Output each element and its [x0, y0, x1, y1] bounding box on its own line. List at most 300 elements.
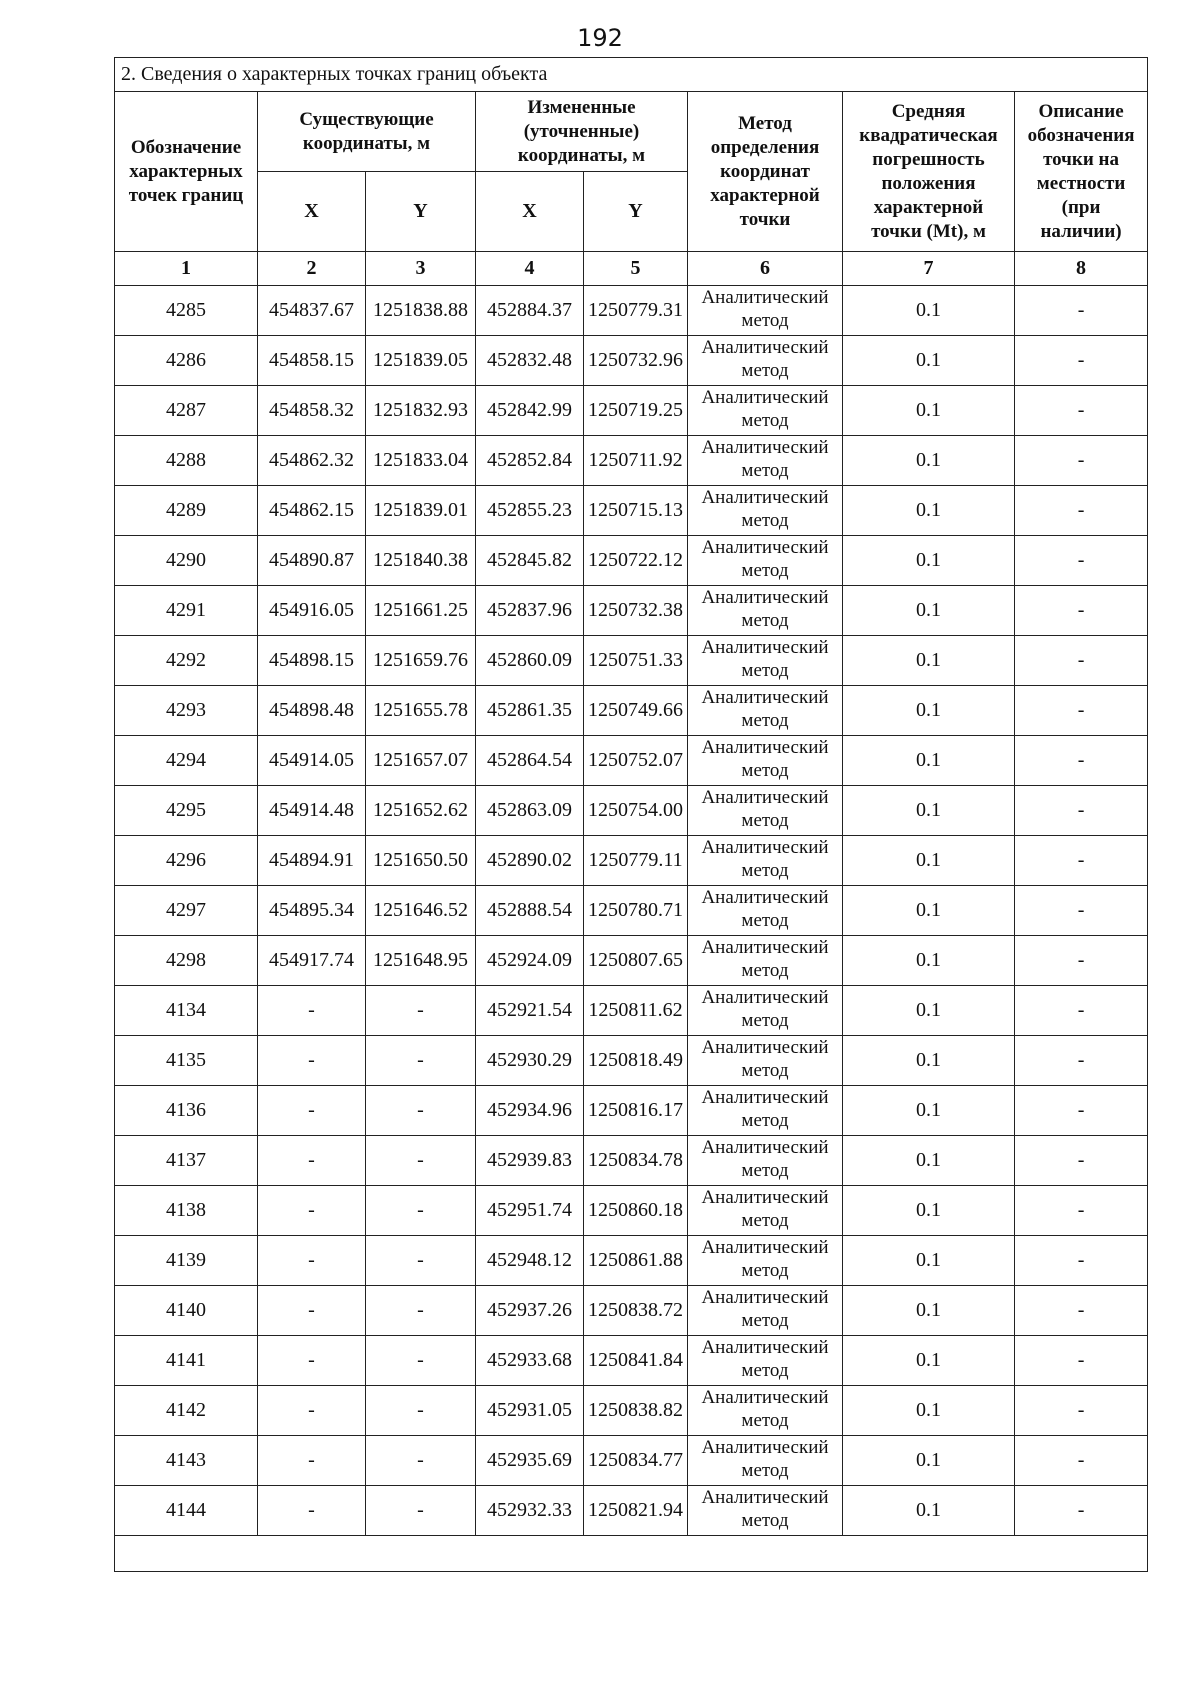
point-id-cell: 4136 — [115, 1086, 258, 1136]
table-row — [115, 336, 1148, 386]
description-cell: - — [1015, 486, 1148, 536]
changed-y-cell: 1250780.71 — [584, 886, 688, 936]
existing-y-cell: - — [366, 1386, 476, 1436]
method-text: Аналитический — [701, 1187, 829, 1208]
column-number-row — [115, 252, 1148, 286]
description-cell: - — [1015, 1486, 1148, 1536]
error-cell: 0.1 — [843, 1336, 1015, 1386]
changed-x-cell: 452951.74 — [476, 1186, 584, 1236]
existing-y-cell: 1251648.95 — [366, 936, 476, 986]
method-cell — [688, 686, 843, 736]
existing-x-cell: 454895.34 — [258, 886, 366, 936]
method-text: метод — [741, 1360, 789, 1381]
changed-y-cell: 1250779.11 — [584, 836, 688, 886]
changed-x-cell: 452930.29 — [476, 1036, 584, 1086]
changed-x-cell: 452932.33 — [476, 1486, 584, 1536]
existing-y-cell: 1251840.38 — [366, 536, 476, 586]
method-text: Аналитический — [701, 537, 829, 558]
existing-x-cell: - — [258, 986, 366, 1036]
method-cell — [688, 486, 843, 536]
point-id-cell: 4135 — [115, 1036, 258, 1086]
description-cell: - — [1015, 536, 1148, 586]
error-cell: 0.1 — [843, 736, 1015, 786]
method-text: Аналитический — [701, 287, 829, 308]
error-cell: 0.1 — [843, 486, 1015, 536]
method-text: Аналитический — [701, 837, 829, 858]
table-row — [115, 1486, 1148, 1536]
changed-x-cell: 452864.54 — [476, 736, 584, 786]
method-cell — [688, 736, 843, 786]
description-cell: - — [1015, 286, 1148, 336]
point-id-cell: 4137 — [115, 1136, 258, 1186]
description-cell: - — [1015, 1136, 1148, 1186]
changed-y-cell: 1250715.13 — [584, 486, 688, 536]
method-cell — [688, 1386, 843, 1436]
changed-y-cell: 1250754.00 — [584, 786, 688, 836]
table-row — [115, 836, 1148, 886]
table-row — [115, 1286, 1148, 1336]
changed-y-cell: 1250834.78 — [584, 1136, 688, 1186]
description-cell: - — [1015, 1336, 1148, 1386]
existing-x-cell: 454917.74 — [258, 936, 366, 986]
header-existing-x: X — [258, 172, 366, 252]
method-text: Аналитический — [701, 337, 829, 358]
description-cell: - — [1015, 1036, 1148, 1086]
existing-x-cell: 454894.91 — [258, 836, 366, 886]
description-cell: - — [1015, 686, 1148, 736]
method-text: метод — [741, 610, 789, 631]
point-id-cell: 4292 — [115, 636, 258, 686]
column-number: 2 — [258, 252, 366, 286]
method-text: метод — [741, 1510, 789, 1531]
description-cell: - — [1015, 886, 1148, 936]
error-cell: 0.1 — [843, 536, 1015, 586]
header-point-label — [115, 92, 258, 252]
error-cell: 0.1 — [843, 936, 1015, 986]
existing-x-cell: 454890.87 — [258, 536, 366, 586]
method-cell — [688, 1286, 843, 1336]
changed-x-cell: 452863.09 — [476, 786, 584, 836]
description-cell: - — [1015, 786, 1148, 836]
point-id-cell: 4293 — [115, 686, 258, 736]
method-text: Аналитический — [701, 587, 829, 608]
error-cell: 0.1 — [843, 686, 1015, 736]
existing-y-cell: - — [366, 1186, 476, 1236]
point-id-cell: 4287 — [115, 386, 258, 436]
existing-x-cell: - — [258, 1436, 366, 1486]
point-id-cell: 4142 — [115, 1386, 258, 1436]
header-description-line: местности — [1036, 172, 1126, 194]
description-cell: - — [1015, 1286, 1148, 1336]
existing-y-cell: 1251832.93 — [366, 386, 476, 436]
changed-x-cell: 452921.54 — [476, 986, 584, 1036]
column-number: 4 — [476, 252, 584, 286]
description-cell: - — [1015, 1236, 1148, 1286]
point-id-cell: 4143 — [115, 1436, 258, 1486]
point-id-cell: 4294 — [115, 736, 258, 786]
method-text: Аналитический — [701, 637, 829, 658]
error-cell: 0.1 — [843, 1436, 1015, 1486]
header-description-line: (при — [1061, 196, 1101, 218]
method-text: Аналитический — [701, 387, 829, 408]
table-row — [115, 1336, 1148, 1386]
description-cell: - — [1015, 1386, 1148, 1436]
method-text: Аналитический — [701, 437, 829, 458]
table-row — [115, 586, 1148, 636]
method-text: метод — [741, 360, 789, 381]
header-changed-line: координаты, м — [517, 144, 646, 166]
method-text: метод — [741, 1410, 789, 1431]
existing-y-cell: - — [366, 1436, 476, 1486]
method-text: метод — [741, 1160, 789, 1181]
method-text: Аналитический — [701, 1087, 829, 1108]
existing-y-cell: - — [366, 1236, 476, 1286]
header-existing-coords — [258, 92, 476, 172]
changed-y-cell: 1250816.17 — [584, 1086, 688, 1136]
method-cell — [688, 786, 843, 836]
existing-x-cell: 454862.15 — [258, 486, 366, 536]
column-number: 8 — [1015, 252, 1148, 286]
table-row — [115, 636, 1148, 686]
method-cell — [688, 886, 843, 936]
changed-y-cell: 1250807.65 — [584, 936, 688, 986]
point-id-cell: 4134 — [115, 986, 258, 1036]
table-row — [115, 1386, 1148, 1436]
changed-x-cell: 452845.82 — [476, 536, 584, 586]
header-method-line: Метод — [738, 112, 792, 134]
method-text: метод — [741, 510, 789, 531]
method-text: Аналитический — [701, 737, 829, 758]
method-text: метод — [741, 860, 789, 881]
existing-x-cell: - — [258, 1186, 366, 1236]
header-method-line: координат — [720, 160, 810, 182]
changed-y-cell: 1250722.12 — [584, 536, 688, 586]
method-text: Аналитический — [701, 1037, 829, 1058]
error-cell: 0.1 — [843, 286, 1015, 336]
method-cell — [688, 1436, 843, 1486]
changed-y-cell: 1250719.25 — [584, 386, 688, 436]
table-row — [115, 786, 1148, 836]
method-text: метод — [741, 810, 789, 831]
header-existing-line: Существующие — [299, 108, 434, 130]
method-text: метод — [741, 410, 789, 431]
method-text: Аналитический — [701, 487, 829, 508]
header-method-line: характерной — [710, 184, 820, 206]
header-error — [843, 92, 1015, 252]
point-id-cell: 4296 — [115, 836, 258, 886]
changed-y-cell: 1250841.84 — [584, 1336, 688, 1386]
changed-y-cell: 1250861.88 — [584, 1236, 688, 1286]
method-cell — [688, 436, 843, 486]
header-error-line: точки (Mt), м — [871, 220, 986, 242]
existing-y-cell: 1251661.25 — [366, 586, 476, 636]
changed-x-cell: 452884.37 — [476, 286, 584, 336]
point-id-cell: 4139 — [115, 1236, 258, 1286]
method-text: Аналитический — [701, 1437, 829, 1458]
point-id-cell: 4288 — [115, 436, 258, 486]
changed-x-cell: 452890.02 — [476, 836, 584, 886]
changed-y-cell: 1250860.18 — [584, 1186, 688, 1236]
error-cell: 0.1 — [843, 1286, 1015, 1336]
changed-y-cell: 1250838.72 — [584, 1286, 688, 1336]
method-text: метод — [741, 1060, 789, 1081]
method-text: метод — [741, 1310, 789, 1331]
changed-x-cell: 452935.69 — [476, 1436, 584, 1486]
header-changed-line: (уточненные) — [523, 120, 640, 142]
description-cell: - — [1015, 986, 1148, 1036]
method-text: Аналитический — [701, 1237, 829, 1258]
existing-x-cell: 454862.32 — [258, 436, 366, 486]
description-cell: - — [1015, 936, 1148, 986]
existing-x-cell: - — [258, 1136, 366, 1186]
description-cell: - — [1015, 386, 1148, 436]
existing-y-cell: - — [366, 1286, 476, 1336]
header-existing-line: координаты, м — [302, 132, 431, 154]
changed-y-cell: 1250838.82 — [584, 1386, 688, 1436]
changed-x-cell: 452924.09 — [476, 936, 584, 986]
existing-y-cell: 1251650.50 — [366, 836, 476, 886]
point-id-cell: 4138 — [115, 1186, 258, 1236]
description-cell: - — [1015, 336, 1148, 386]
changed-x-cell: 452837.96 — [476, 586, 584, 636]
method-text: метод — [741, 1110, 789, 1131]
empty-cell — [115, 1536, 1148, 1572]
table-row — [115, 436, 1148, 486]
method-cell — [688, 1486, 843, 1536]
header-description-line: обозначения — [1027, 124, 1135, 146]
table-row — [115, 486, 1148, 536]
header-description-line: наличии) — [1040, 220, 1122, 242]
changed-x-cell: 452937.26 — [476, 1286, 584, 1336]
point-id-cell: 4290 — [115, 536, 258, 586]
changed-y-cell: 1250821.94 — [584, 1486, 688, 1536]
changed-y-cell: 1250752.07 — [584, 736, 688, 786]
header-changed-y: Y — [584, 172, 688, 252]
changed-x-cell: 452861.35 — [476, 686, 584, 736]
header-description-line: точки на — [1043, 148, 1119, 170]
existing-x-cell: 454858.32 — [258, 386, 366, 436]
header-error-line: погрешность — [872, 148, 985, 170]
column-number: 3 — [366, 252, 476, 286]
table-row — [115, 1436, 1148, 1486]
point-id-cell: 4291 — [115, 586, 258, 636]
table-row — [115, 386, 1148, 436]
table-row — [115, 1086, 1148, 1136]
changed-x-cell: 452832.48 — [476, 336, 584, 386]
existing-y-cell: 1251839.05 — [366, 336, 476, 386]
error-cell: 0.1 — [843, 836, 1015, 886]
error-cell: 0.1 — [843, 1386, 1015, 1436]
existing-x-cell: 454898.15 — [258, 636, 366, 686]
point-id-cell: 4285 — [115, 286, 258, 336]
existing-y-cell: - — [366, 1336, 476, 1386]
method-text: Аналитический — [701, 1337, 829, 1358]
method-cell — [688, 836, 843, 886]
existing-y-cell: - — [366, 1086, 476, 1136]
point-id-cell: 4141 — [115, 1336, 258, 1386]
existing-y-cell: 1251646.52 — [366, 886, 476, 936]
column-number: 7 — [843, 252, 1015, 286]
point-id-cell: 4140 — [115, 1286, 258, 1336]
method-text: Аналитический — [701, 1287, 829, 1308]
method-text: метод — [741, 310, 789, 331]
existing-x-cell: - — [258, 1086, 366, 1136]
header-method — [688, 92, 843, 252]
error-cell: 0.1 — [843, 1086, 1015, 1136]
existing-x-cell: 454914.05 — [258, 736, 366, 786]
table-row — [115, 736, 1148, 786]
point-id-cell: 4298 — [115, 936, 258, 986]
existing-y-cell: 1251833.04 — [366, 436, 476, 486]
method-text: метод — [741, 1260, 789, 1281]
description-cell: - — [1015, 1086, 1148, 1136]
header-error-line: квадратическая — [859, 124, 998, 146]
changed-y-cell: 1250818.49 — [584, 1036, 688, 1086]
existing-y-cell: 1251659.76 — [366, 636, 476, 686]
method-text: метод — [741, 960, 789, 981]
changed-y-cell: 1250711.92 — [584, 436, 688, 486]
changed-y-cell: 1250732.96 — [584, 336, 688, 386]
method-cell — [688, 1036, 843, 1086]
method-text: Аналитический — [701, 1387, 829, 1408]
point-id-cell: 4144 — [115, 1486, 258, 1536]
changed-y-cell: 1250751.33 — [584, 636, 688, 686]
existing-y-cell: 1251839.01 — [366, 486, 476, 536]
error-cell: 0.1 — [843, 1036, 1015, 1086]
method-text: метод — [741, 660, 789, 681]
method-text: метод — [741, 1210, 789, 1231]
method-cell — [688, 1236, 843, 1286]
method-text: Аналитический — [701, 1137, 829, 1158]
changed-y-cell: 1250811.62 — [584, 986, 688, 1036]
existing-y-cell: - — [366, 1036, 476, 1086]
method-cell — [688, 986, 843, 1036]
method-cell — [688, 1136, 843, 1186]
existing-x-cell: 454858.15 — [258, 336, 366, 386]
existing-x-cell: - — [258, 1036, 366, 1086]
empty-row — [115, 1536, 1148, 1572]
table-row — [115, 986, 1148, 1036]
table-row — [115, 686, 1148, 736]
changed-x-cell: 452855.23 — [476, 486, 584, 536]
existing-x-cell: - — [258, 1486, 366, 1536]
description-cell: - — [1015, 1436, 1148, 1486]
existing-y-cell: 1251655.78 — [366, 686, 476, 736]
description-cell: - — [1015, 586, 1148, 636]
page-number: 192 — [577, 24, 623, 52]
table-row — [115, 286, 1148, 336]
column-number: 6 — [688, 252, 843, 286]
changed-x-cell: 452934.96 — [476, 1086, 584, 1136]
method-text: Аналитический — [701, 987, 829, 1008]
header-changed-coords — [476, 92, 688, 172]
error-cell: 0.1 — [843, 886, 1015, 936]
existing-y-cell: 1251652.62 — [366, 786, 476, 836]
section-title: 2. Сведения о характерных точках границ объекта — [115, 58, 1148, 92]
point-id-cell: 4297 — [115, 886, 258, 936]
error-cell: 0.1 — [843, 986, 1015, 1036]
point-id-cell: 4289 — [115, 486, 258, 536]
method-text: метод — [741, 560, 789, 581]
header-existing-y: Y — [366, 172, 476, 252]
method-cell — [688, 286, 843, 336]
description-cell: - — [1015, 1186, 1148, 1236]
method-cell — [688, 386, 843, 436]
description-cell: - — [1015, 436, 1148, 486]
changed-x-cell: 452852.84 — [476, 436, 584, 486]
table-row — [115, 536, 1148, 586]
method-text: Аналитический — [701, 687, 829, 708]
existing-y-cell: - — [366, 986, 476, 1036]
existing-x-cell: - — [258, 1386, 366, 1436]
header-method-line: точки — [739, 208, 791, 230]
changed-x-cell: 452931.05 — [476, 1386, 584, 1436]
error-cell: 0.1 — [843, 386, 1015, 436]
changed-x-cell: 452939.83 — [476, 1136, 584, 1186]
method-cell — [688, 936, 843, 986]
description-cell: - — [1015, 836, 1148, 886]
method-cell — [688, 1336, 843, 1386]
changed-y-cell: 1250779.31 — [584, 286, 688, 336]
changed-x-cell: 452948.12 — [476, 1236, 584, 1286]
column-number: 5 — [584, 252, 688, 286]
header-method-line: определения — [710, 136, 820, 158]
header-description — [1015, 92, 1148, 252]
existing-x-cell: - — [258, 1236, 366, 1286]
method-text: Аналитический — [701, 787, 829, 808]
existing-x-cell: 454914.48 — [258, 786, 366, 836]
header-error-line: положения — [881, 172, 976, 194]
error-cell: 0.1 — [843, 436, 1015, 486]
existing-x-cell: - — [258, 1336, 366, 1386]
method-text: Аналитический — [701, 937, 829, 958]
existing-x-cell: 454916.05 — [258, 586, 366, 636]
changed-y-cell: 1250749.66 — [584, 686, 688, 736]
error-cell: 0.1 — [843, 1186, 1015, 1236]
changed-x-cell: 452933.68 — [476, 1336, 584, 1386]
method-cell — [688, 1086, 843, 1136]
changed-x-cell: 452860.09 — [476, 636, 584, 686]
method-text: метод — [741, 1460, 789, 1481]
existing-y-cell: - — [366, 1486, 476, 1536]
header-point-label-line: точек границ — [128, 184, 244, 206]
method-cell — [688, 636, 843, 686]
header-error-line: характерной — [873, 196, 984, 218]
changed-x-cell: 452888.54 — [476, 886, 584, 936]
error-cell: 0.1 — [843, 1236, 1015, 1286]
method-cell — [688, 536, 843, 586]
table-row — [115, 1236, 1148, 1286]
error-cell: 0.1 — [843, 1486, 1015, 1536]
point-id-cell: 4286 — [115, 336, 258, 386]
method-text: метод — [741, 460, 789, 481]
method-text: Аналитический — [701, 1487, 829, 1508]
error-cell: 0.1 — [843, 636, 1015, 686]
point-id-cell: 4295 — [115, 786, 258, 836]
header-changed-line: Измененные — [527, 96, 636, 118]
method-text: Аналитический — [701, 887, 829, 908]
method-cell — [688, 586, 843, 636]
table-row — [115, 1136, 1148, 1186]
method-cell — [688, 1186, 843, 1236]
header-error-line: Средняя — [891, 100, 966, 122]
table-row — [115, 1036, 1148, 1086]
header-description-line: Описание — [1038, 100, 1124, 122]
changed-y-cell: 1250732.38 — [584, 586, 688, 636]
table-row — [115, 936, 1148, 986]
description-cell: - — [1015, 636, 1148, 686]
existing-y-cell: - — [366, 1136, 476, 1186]
